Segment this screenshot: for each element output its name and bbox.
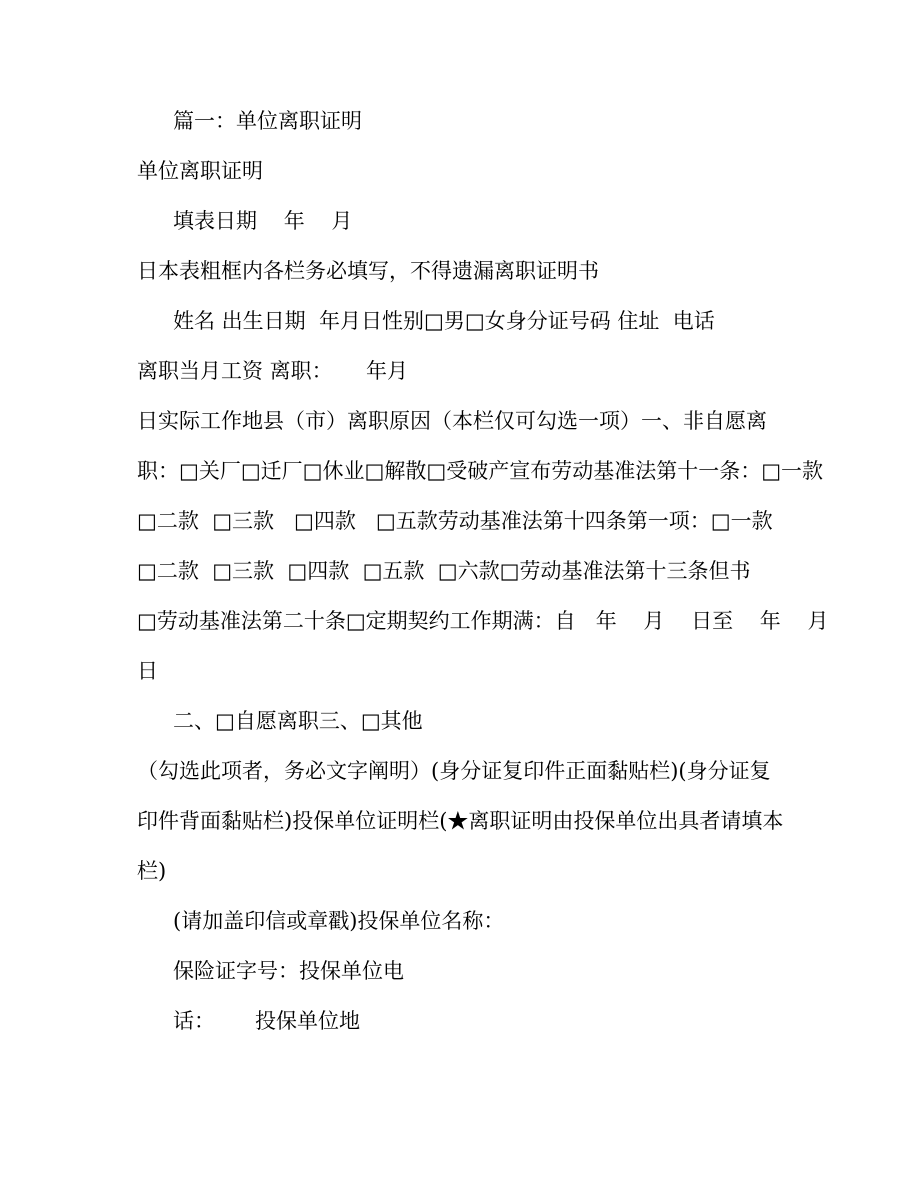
voluntary-line: 二、□自愿离职三、□其他 [173, 709, 423, 733]
id-copy-line-1: （勾选此项者，务必文字阐明）(身分证复印件正面黏贴栏)(身分证复 [137, 759, 771, 783]
salary-line: 离职当月工资 离职： 年月 [137, 359, 409, 383]
fill-date-line: 填表日期 年 月 [173, 209, 353, 233]
reason-line-3: □二款 □三款 □四款 □五款劳动基准法第十四条第一项：□一款 [137, 509, 773, 533]
section-heading: 篇一：单位离职证明 [173, 109, 362, 133]
contact-line: 话： 投保单位地 [173, 1009, 361, 1033]
document-title: 单位离职证明 [137, 159, 263, 183]
id-copy-line-2: 印件背面黏贴栏)投保单位证明栏(★离职证明由投保单位出具者请填本 [137, 809, 784, 833]
insurance-line: 保险证字号：投保单位电 [173, 959, 404, 983]
instruction-line: 日本表粗框内各栏务必填写，不得遗漏离职证明书 [137, 259, 599, 283]
reason-line-6: 日 [137, 659, 158, 683]
personal-info-line: 姓名 出生日期 年月日性别□男□女身分证号码 住址 电话 [173, 309, 715, 333]
reason-line-2: 职：□关厂□迁厂□休业□解散□受破产宣布劳动基准法第十一条：□一款 [137, 459, 824, 483]
reason-line-1: 日实际工作地县（市）离职原因（本栏仅可勾选一项）一、非自愿离 [137, 409, 767, 433]
reason-line-4: □二款 □三款 □四款 □五款 □六款□劳动基准法第十三条但书 [137, 559, 751, 583]
reason-line-5: □劳动基准法第二十条□定期契约工作期满：自 年 月 日至 年 月 [137, 609, 829, 633]
id-copy-line-3: 栏) [137, 859, 167, 883]
seal-line: (请加盖印信或章戳)投保单位名称： [173, 909, 505, 933]
